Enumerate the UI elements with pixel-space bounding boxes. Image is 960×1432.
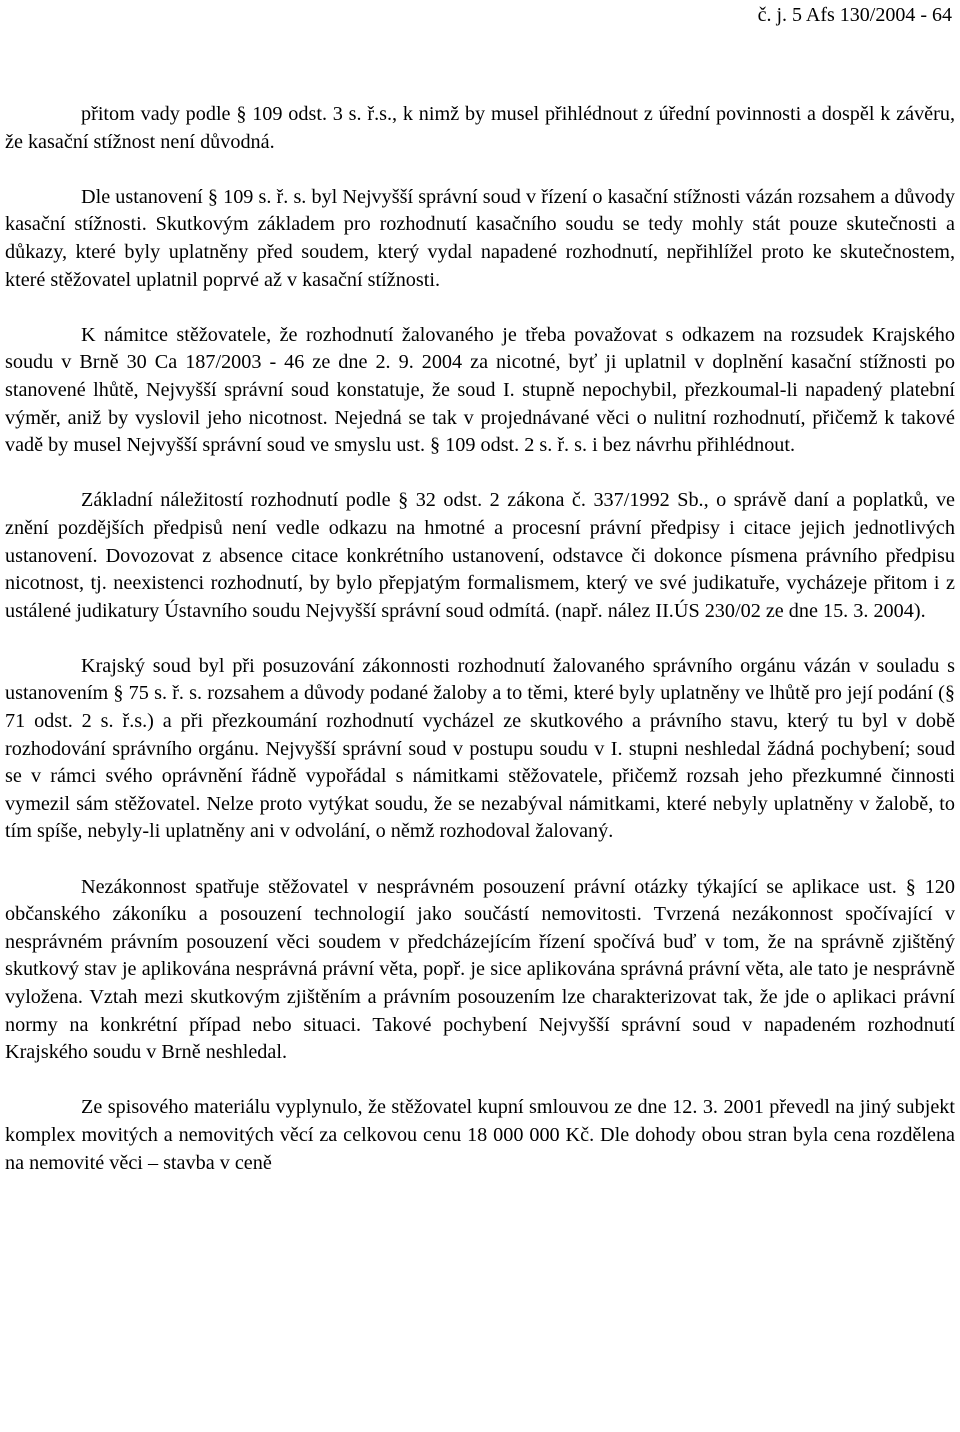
paragraph-7: Ze spisového materiálu vyplynulo, že stěžovatel kupní smlouvou ze dne 12. 3. 2001 převedl na jiný subjekt komplex movitých a nemovitých věcí za celkovou cenu 18 000 000 Kč. Dle dohody obou stran byla cena rozdělena na nemovité věci – stavba v ceně <box>5 1096 955 1174</box>
document-body <box>5 101 955 1177</box>
paragraph-2: Dle ustanovení § 109 s. ř. s. byl Nejvyšší správní soud v řízení o kasační stížnosti vázán rozsahem a důvody kasační stížnosti. Skutkovým základem pro rozhodnutí kasačního soudu se tedy mohly stát pouze skutečnosti a důkazy, které byly uplatněny před soudem, který vydal napadené rozhodnutí, nepřihlížel proto ke skutečnostem, které stěžovatel uplatnil poprvé až v kasační stížnosti. <box>5 185 955 291</box>
paragraph-4: Základní náležitostí rozhodnutí podle § 32 odst. 2 zákona č. 337/1992 Sb., o správě daní a poplatků, ve znění pozdějších předpisů není vedle odkazu na hmotné a procesní právní předpisy i citace jejich jednotlivých ustanovení. Dovozovat z absence citace konkrétního ustanovení, odstavce či dokonce písmena právního předpisu nicotnost, tj. neexistenci rozhodnutí, by bylo přepjatým formalismem, který ve své judikatuře, vycházeje přitom i z ustálené judikatury Ústavního soudu Nejvyšší správní soud odmítá. (např. nález II.ÚS 230/02 ze dne 15. 3. 2004). <box>5 489 955 622</box>
paragraph-6: Nezákonnost spatřuje stěžovatel v nesprávném posouzení právní otázky týkající se aplikace ust. § 120 občanského zákoníku a posouzení technologií jako součástí nemovitosti. Tvrzená nezákonnost spočívající v nesprávném právním posouzení věci soudem v předcházejícím řízení spočívá buď v tom, že na správně zjištěný skutkový stav je aplikována nesprávná právní věta, popř. je sice aplikována správná právní věta, ale tato je nesprávně vyložena. Vztah mezi skutkovým zjištěním a právním posouzením lze charakterizovat tak, že jde o aplikaci právní normy na konkrétní případ nebo situaci. Takové pochybení Nejvyšší správní soud v napadeném rozhodnutí Krajského soudu v Brně neshledal. <box>5 875 955 1064</box>
paragraph-3: K námitce stěžovatele, že rozhodnutí žalovaného je třeba považovat s odkazem na rozsudek Krajského soudu v Brně 30 Ca 187/2003 - 46 ze dne 2. 9. 2004 za nicotné, byť ji uplatnil v doplnění kasační stížnosti po stanovené lhůtě, Nejvyšší správní soud konstatuje, že soud I. stupně nepochybil, přezkoumal-li napadený platební výměr, aniž by vyslovil jeho nicotnost. Nejedná se tak v projednávané věci o nulitní rozhodnutí, přičemž k takové vadě by musel Nejvyšší správní soud ve smyslu ust. § 109 odst. 2 s. ř. s. i bez návrhu přihlédnout. <box>5 323 955 457</box>
paragraph-1: přitom vady podle § 109 odst. 3 s. ř.s., k nimž by musel přihlédnout z úřední povinnosti a dospěl k závěru, že kasační stížnost není důvodná. <box>5 103 955 153</box>
paragraph-5: Krajský soud byl při posuzování zákonnosti rozhodnutí žalovaného správního orgánu vázán v souladu s ustanovením § 75 s. ř. s. rozsahem a důvody podané žaloby a to těmi, které byly uplatněny ve lhůtě pro její podání (§ 71 odst. 2 s. ř.s.) a při přezkoumání rozhodnutí vycházel ze skutkového a právního stavu, který tu byl v době rozhodování správního orgánu. Nejvyšší správní soud v postupu soudu v I. stupni neshledal žádná pochybení; soud se v rámci svého oprávnění řádně vypořádal s námitkami stěžovatele, přičemž rozsah jeho přezkumné činnosti vymezil sám stěžovatel. Nelze proto vytýkat soudu, že se nezabýval námitkami, které nebyly uplatněny v žalobě, to tím spíše, nebyly-li uplatněny ani v odvolání, o němž rozhodoval žalovaný. <box>5 654 955 843</box>
case-reference: č. j. 5 Afs 130/2004 - 64 <box>757 4 952 26</box>
